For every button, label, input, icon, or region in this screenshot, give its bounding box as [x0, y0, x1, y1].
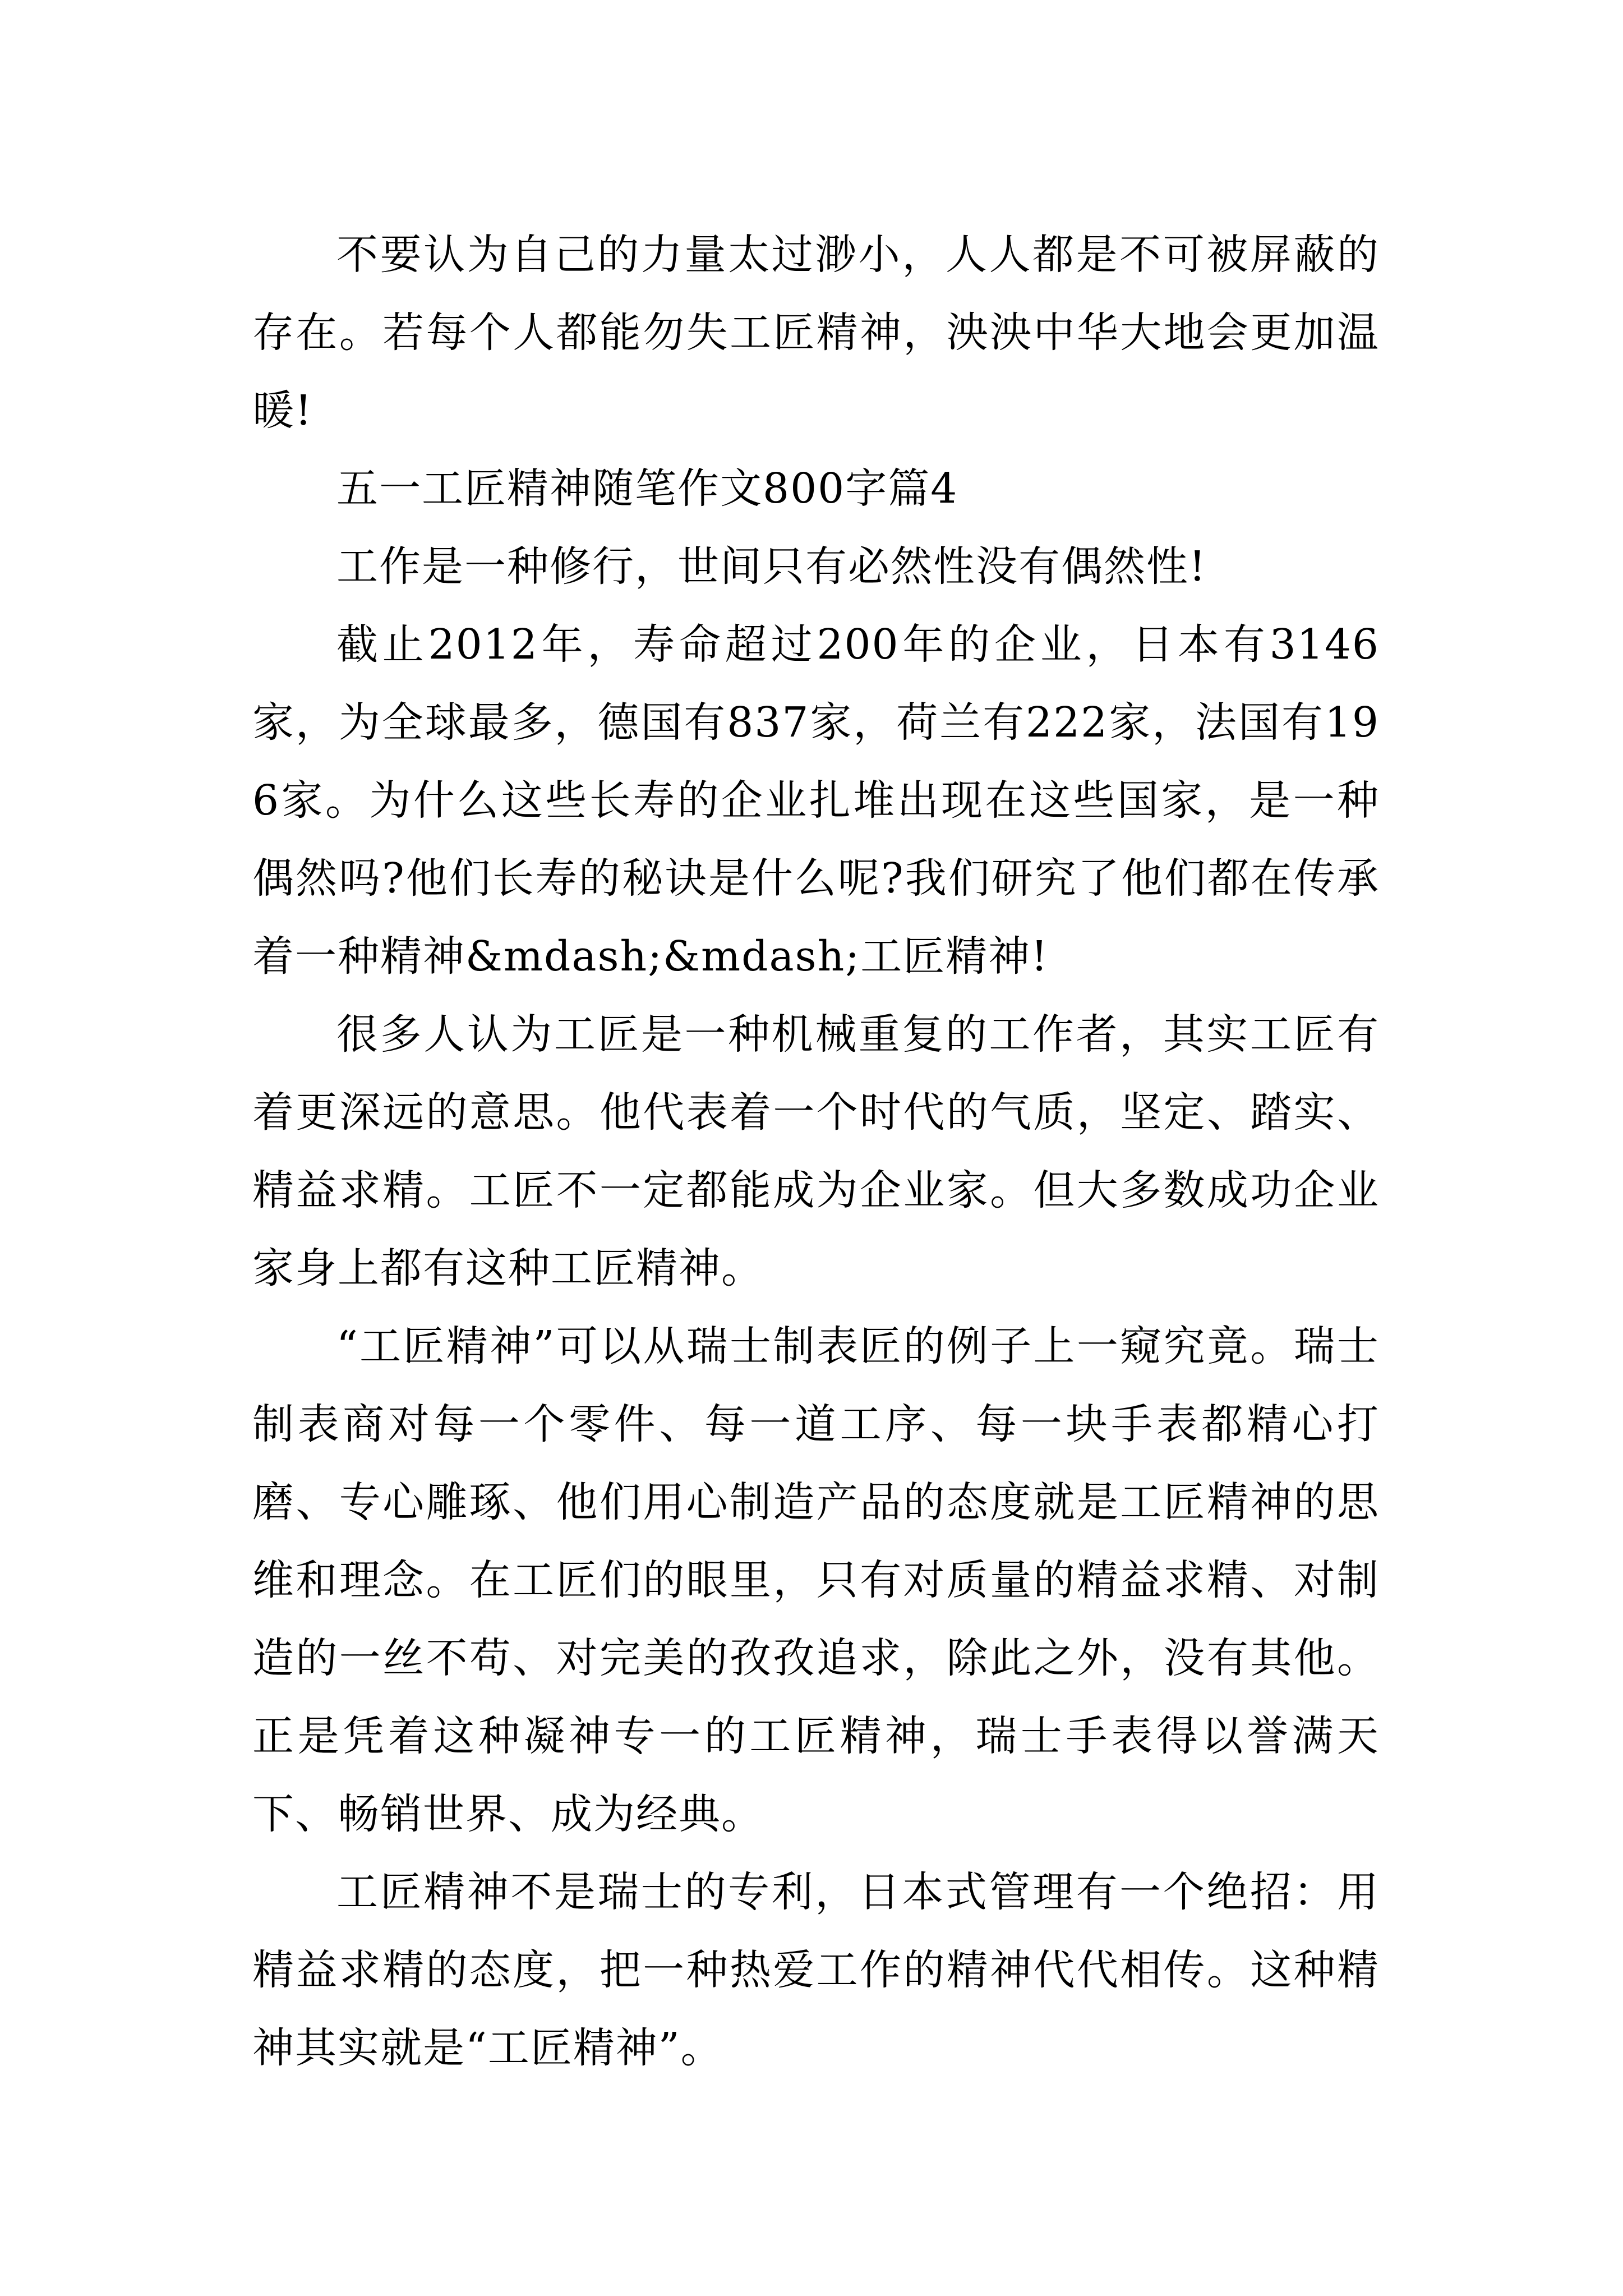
paragraph-swiss-example: “工匠精神”可以从瑞士制表匠的例子上一窥究竟。瑞士制表商对每一个零件、每一道工序、每一块手表都精心打磨、专心雕琢、他们用心制造产品的态度就是工匠精神的思维和理念。在工匠们的眼里，只有对质量的精益求精、对制造的一丝不苟、对完美的孜孜追求，除此之外，没有其他。正是凭着这种凝神专一的工匠精神，瑞士手表得以誉满天下、畅销世界、成为经典。: [252, 1322, 1380, 1838]
paragraph-japan-example: 工匠精神不是瑞士的专利，日本式管理有一个绝招：用精益求精的态度，把一种热爱工作的精神代代相传。这种精神其实就是“工匠精神”。: [252, 1868, 1380, 2072]
paragraph-opening: 工作是一种修行，世间只有必然性没有偶然性!: [336, 542, 1207, 591]
paragraph-conclusion: 不要认为自己的力量太过渺小，人人都是不可被屏蔽的存在。若每个人都能勿失工匠精神，泱泱中华大地会更加温暖!: [252, 231, 1380, 435]
section-heading: 五一工匠精神随笔作文800字篇4: [336, 464, 958, 513]
paragraph-statistics: 截止2012年，寿命超过200年的企业，日本有3146家，为全球最多，德国有837家，荷兰有222家，法国有196家。为什么这些长寿的企业扎堆出现在这些国家，是一种偶然吗?他们长寿的秘诀是什么呢?我们研究了他们都在传承着一种精神&mdash;&mdash;工匠精神!: [252, 620, 1380, 981]
paragraph-craftsman-meaning: 很多人认为工匠是一种机械重复的工作者，其实工匠有着更深远的意思。他代表着一个时代的气质，坚定、踏实、精益求精。工匠不一定都能成为企业家。但大多数成功企业家身上都有这种工匠精神。: [252, 1010, 1380, 1292]
document-page: [252, 216, 1380, 2087]
